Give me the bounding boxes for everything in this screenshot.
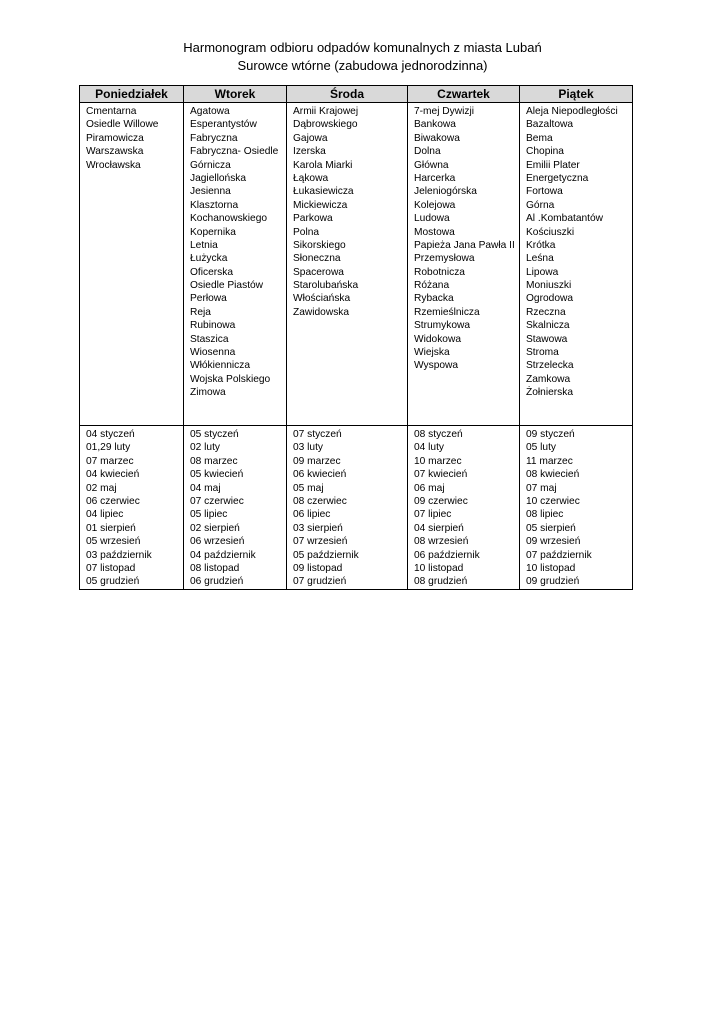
street-name: Bema <box>526 132 553 144</box>
street-name: Ogrodowa <box>526 293 574 305</box>
collection-date: 08 lipiec <box>526 509 564 521</box>
street-name: Kopernika <box>190 226 236 238</box>
collection-date: 05 luty <box>526 442 557 454</box>
collection-date: 06 czerwiec <box>86 495 140 507</box>
collection-date: 07 grudzień <box>293 576 347 588</box>
street-name: Al .Kombatantów <box>526 213 604 225</box>
collection-date: 10 czerwiec <box>526 495 580 507</box>
dates-cell-tuesday <box>184 426 287 590</box>
street-name: Izerska <box>293 146 326 158</box>
street-name: Oficerska <box>190 266 234 278</box>
streets-cell-tuesday <box>184 103 287 426</box>
street-name: Gajowa <box>293 132 328 144</box>
collection-date: 05 kwiecień <box>190 469 244 481</box>
dates-cell-monday <box>80 426 184 590</box>
collection-date: 07 kwiecień <box>414 469 468 481</box>
street-name: Słoneczna <box>293 253 341 265</box>
street-name: Zimowa <box>190 387 226 399</box>
street-name: Wyspowa <box>414 360 459 372</box>
collection-date: 04 kwiecień <box>86 469 140 481</box>
header-row <box>80 86 633 103</box>
collection-date: 08 marzec <box>190 455 238 467</box>
collection-date: 04 styczeń <box>86 429 135 440</box>
street-name: Piramowicza <box>86 132 144 144</box>
street-name: Osiedle Piastów <box>190 280 264 292</box>
street-name: 7-mej Dywizji <box>414 106 474 117</box>
day-header-thursday: Czwartek <box>408 86 520 103</box>
street-name: Strumykowa <box>414 320 471 332</box>
collection-date: 09 marzec <box>293 455 341 467</box>
streets-cell-monday <box>80 103 184 426</box>
street-name: Widokowa <box>414 333 461 345</box>
street-name: Robotnicza <box>414 266 465 278</box>
street-name: Warszawska <box>86 146 144 158</box>
collection-date: 09 wrzesień <box>526 536 581 548</box>
street-name: Krótka <box>526 239 556 251</box>
street-name: Energetyczna <box>526 172 589 184</box>
street-name: Dolna <box>414 146 441 158</box>
dates-cell-wednesday <box>287 426 408 590</box>
collection-date: 05 wrzesień <box>86 536 141 548</box>
collection-date: 06 październik <box>414 549 480 561</box>
street-name: Parkowa <box>293 213 333 225</box>
collection-date: 04 lipiec <box>86 509 124 521</box>
collection-date: 07 październik <box>526 549 592 561</box>
collection-date: 05 styczeń <box>190 429 239 440</box>
street-name: Stroma <box>526 347 559 359</box>
collection-date: 08 kwiecień <box>526 469 580 481</box>
street-name: Mickiewicza <box>293 199 348 211</box>
street-name: Esperantystów <box>190 119 257 131</box>
collection-date: 10 listopad <box>526 562 576 574</box>
collection-date: 08 grudzień <box>414 576 468 588</box>
street-name: Moniuszki <box>526 280 572 292</box>
document-subtitle: Surowce wtórne (zabudowa jednorodzinna) <box>237 58 488 73</box>
collection-date: 06 maj <box>414 482 445 494</box>
collection-date: 06 lipiec <box>293 509 331 521</box>
street-name: Kolejowa <box>414 199 456 211</box>
collection-date: 07 czerwiec <box>190 495 244 507</box>
street-name: Biwakowa <box>414 132 460 144</box>
streets-cell-thursday <box>408 103 520 426</box>
street-name: Górnicza <box>190 159 231 171</box>
street-name: Jeleniogórska <box>414 186 477 198</box>
collection-date: 04 maj <box>190 482 221 494</box>
street-name: Kościuszki <box>526 226 575 238</box>
street-name: Wiosenna <box>190 347 236 359</box>
street-name: Ludowa <box>414 213 450 225</box>
collection-date: 09 listopad <box>293 562 343 574</box>
street-name: Armii Krajowej <box>293 106 359 117</box>
street-name: Mostowa <box>414 226 455 238</box>
collection-date: 05 maj <box>293 482 324 494</box>
collection-date: 10 marzec <box>414 455 462 467</box>
street-name: Lipowa <box>526 266 559 278</box>
street-name: Perłowa <box>190 293 227 305</box>
collection-date: 09 czerwiec <box>414 495 468 507</box>
street-name: Agatowa <box>190 106 230 117</box>
street-name: Starolubańska <box>293 280 359 292</box>
street-name: Reja <box>190 306 211 318</box>
collection-date: 05 lipiec <box>190 509 228 521</box>
collection-date: 07 marzec <box>86 455 134 467</box>
collection-date: 05 sierpień <box>526 522 576 534</box>
day-header-monday: Poniedziałek <box>80 86 184 103</box>
street-name: Rzemieślnicza <box>414 306 480 318</box>
street-name: Przemysłowa <box>414 253 475 265</box>
street-name: Łużycka <box>190 253 228 265</box>
street-name: Emilii Plater <box>526 159 580 171</box>
collection-date: 04 październik <box>190 549 256 561</box>
street-name: Żołnierska <box>526 387 573 399</box>
collection-date: 09 styczeń <box>526 429 575 440</box>
collection-date: 08 wrzesień <box>414 536 469 548</box>
collection-date: 04 luty <box>414 442 445 454</box>
streets-cell-wednesday <box>287 103 408 426</box>
street-name: Różana <box>414 280 450 292</box>
street-name: Wrocławska <box>86 159 141 171</box>
streets-row <box>80 103 633 426</box>
street-name: Polna <box>293 226 320 238</box>
collection-date: 02 luty <box>190 442 221 454</box>
collection-date: 03 luty <box>293 442 324 454</box>
streets-cell-friday <box>520 103 633 426</box>
street-name: Karola Miarki <box>293 159 353 171</box>
street-name: Sikorskiego <box>293 239 346 251</box>
street-name: Skalnicza <box>526 320 570 332</box>
day-header-wednesday: Środa <box>287 86 408 103</box>
collection-date: 07 lipiec <box>414 509 452 521</box>
collection-date: 06 wrzesień <box>190 536 245 548</box>
street-name: Kochanowskiego <box>190 213 268 225</box>
collection-date: 11 marzec <box>526 455 573 467</box>
collection-date: 08 czerwiec <box>293 495 347 507</box>
collection-date: 09 grudzień <box>526 576 580 588</box>
document-title: Harmonogram odbioru odpadów komunalnych z miasta Lubań <box>183 40 542 55</box>
street-name: Jagiellońska <box>190 172 247 184</box>
day-header-friday: Piątek <box>520 86 633 103</box>
street-name: Dąbrowskiego <box>293 119 358 131</box>
collection-date: 05 grudzień <box>86 576 140 588</box>
street-name: Osiedle Willowe <box>86 119 159 131</box>
street-name: Zamkowa <box>526 373 571 385</box>
street-name: Główna <box>414 159 449 171</box>
street-name: Fabryczna <box>190 132 238 144</box>
collection-date: 07 maj <box>526 482 557 494</box>
collection-date: 07 listopad <box>86 562 136 574</box>
street-name: Rybacka <box>414 293 454 305</box>
street-name: Papieża Jana Pawła II <box>414 239 515 251</box>
street-name: Staszica <box>190 333 229 345</box>
dates-cell-friday <box>520 426 633 590</box>
day-header-tuesday: Wtorek <box>184 86 287 103</box>
street-name: Stawowa <box>526 333 568 345</box>
collection-date: 05 październik <box>293 549 359 561</box>
street-name: Fabryczna- Osiedle <box>190 146 279 158</box>
street-name: Leśna <box>526 253 554 265</box>
street-name: Chopina <box>526 146 564 158</box>
street-name: Jesienna <box>190 186 231 198</box>
street-name: Spacerowa <box>293 266 344 278</box>
collection-date: 02 maj <box>86 482 117 494</box>
collection-date: 04 sierpień <box>414 522 464 534</box>
collection-date: 06 kwiecień <box>293 469 347 481</box>
collection-date: 07 wrzesień <box>293 536 348 548</box>
street-name: Klasztorna <box>190 199 239 211</box>
street-name: Rzeczna <box>526 306 566 318</box>
collection-date: 08 listopad <box>190 562 240 574</box>
street-name: Cmentarna <box>86 106 137 117</box>
collection-date: 02 sierpień <box>190 522 240 534</box>
street-name: Aleja Niepodległości <box>526 106 618 117</box>
street-name: Włókiennicza <box>190 360 251 372</box>
schedule-table <box>79 85 633 590</box>
street-name: Bazaltowa <box>526 119 574 131</box>
street-name: Harcerka <box>414 172 456 184</box>
collection-date: 03 sierpień <box>293 522 343 534</box>
street-name: Wojska Polskiego <box>190 373 271 385</box>
collection-date: 07 styczeń <box>293 429 342 440</box>
street-name: Łąkowa <box>293 172 329 184</box>
dates-row <box>80 426 633 590</box>
street-name: Letnia <box>190 239 218 251</box>
collection-date: 01,29 luty <box>86 442 131 454</box>
street-name: Strzelecka <box>526 360 574 372</box>
street-name: Łukasiewicza <box>293 186 354 198</box>
collection-date: 01 sierpień <box>86 522 136 534</box>
street-name: Górna <box>526 199 555 211</box>
collection-date: 06 grudzień <box>190 576 244 588</box>
street-name: Rubinowa <box>190 320 236 332</box>
street-name: Bankowa <box>414 119 456 131</box>
street-name: Włościańska <box>293 293 351 305</box>
dates-cell-thursday <box>408 426 520 590</box>
collection-date: 03 październik <box>86 549 152 561</box>
street-name: Wiejska <box>414 347 450 359</box>
collection-date: 10 listopad <box>414 562 464 574</box>
street-name: Zawidowska <box>293 306 350 318</box>
collection-date: 08 styczeń <box>414 429 463 440</box>
street-name: Fortowa <box>526 186 563 198</box>
